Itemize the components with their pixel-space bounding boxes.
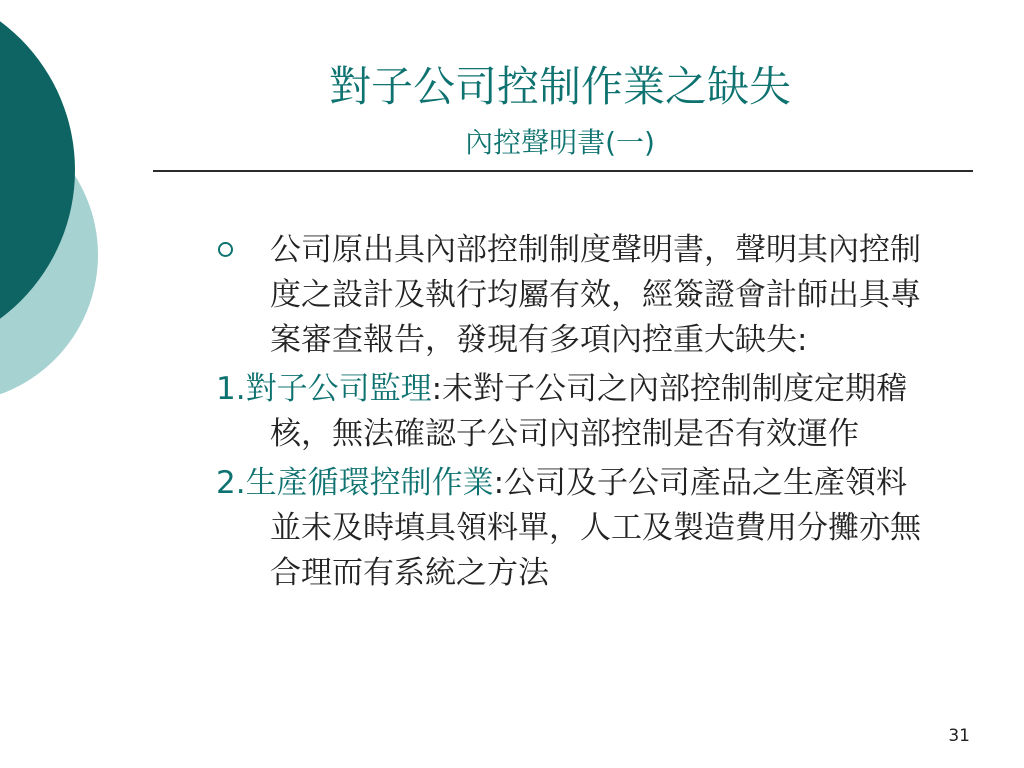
numbered-item-2 — [216, 461, 926, 596]
bullet-text: 公司原出具內部控制制度聲明書，聲明其內控制度之設計及執行均屬有效，經簽證會計師出具專案審查報告，發現有多項內控重大缺失: — [270, 232, 921, 358]
item-colon: : — [431, 371, 443, 407]
numbered-item-1 — [216, 367, 926, 457]
hollow-circle-bullet-icon — [218, 242, 233, 257]
item-number: 1. — [216, 371, 246, 407]
slide-title: 對子公司控制作業之缺失 — [328, 62, 791, 111]
slide-body — [216, 228, 926, 600]
bullet-paragraph — [216, 228, 926, 363]
item-colon: : — [493, 465, 505, 501]
item-heading: 生產循環控制作業 — [245, 465, 494, 501]
item-text: 未對子公司之內部控制制度定期稽核，無法確認子公司內部控制是否有效運作 — [270, 371, 908, 452]
title-divider — [153, 170, 973, 172]
item-heading: 對子公司監理 — [245, 371, 432, 407]
slide-subtitle: 內控聲明書(一) — [465, 126, 655, 159]
item-text: 公司及子公司產品之生產領料並未及時填具領料單，人工及製造費用分攤亦無合理而有系統之方法 — [270, 465, 921, 591]
item-number: 2. — [216, 465, 246, 501]
page-number: 31 — [948, 726, 970, 746]
decorative-circles — [0, 0, 110, 420]
